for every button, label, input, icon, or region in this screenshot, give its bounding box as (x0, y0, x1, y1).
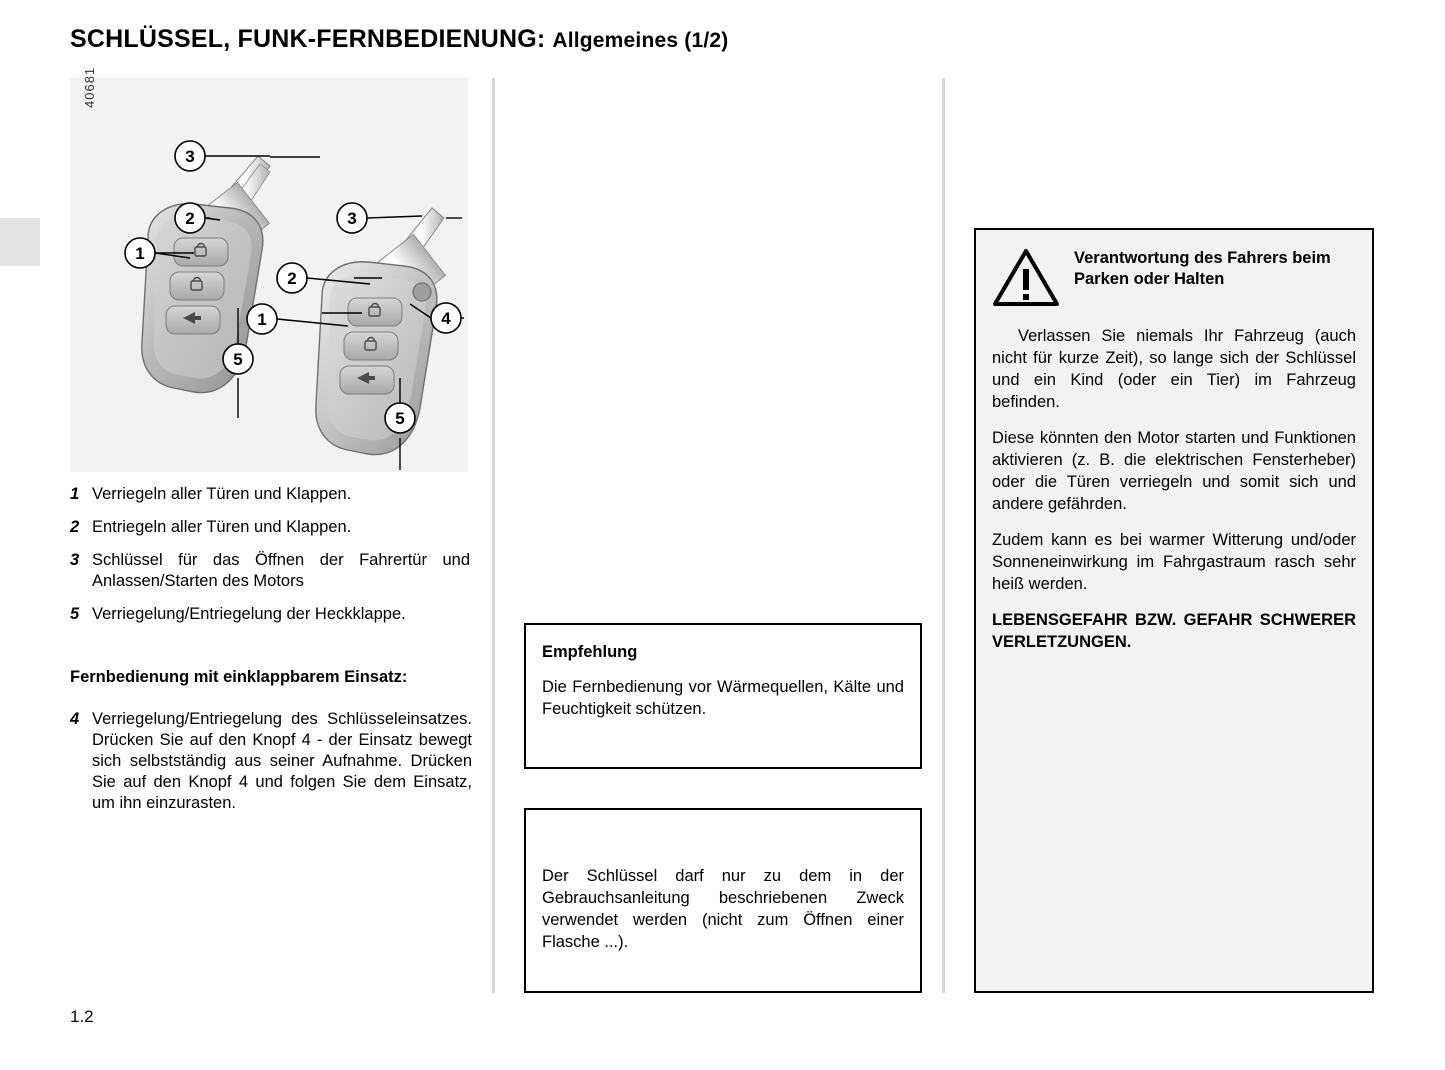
page-title-sub: Allgemeines (1/2) (552, 29, 729, 52)
list-item (70, 709, 472, 814)
warning-paragraph-1: Verlassen Sie niemals Ihr Fahrzeug (auch nicht für kurze Zeit), so lange sich der Schlüssel und ein Kind (oder ein Tier) im Fahrzeug befinden. (992, 327, 1356, 411)
svg-text:5: 5 (233, 350, 243, 369)
warning-header (992, 246, 1356, 313)
warning-paragraph-3: Zudem kann es bei warmer Witterung und/oder Sonneneinwirkung im Fahrgastraum rasch sehr heiß werden. (992, 531, 1356, 593)
column-divider-right (942, 78, 945, 993)
page-title-main: SCHLÜSSEL, FUNK-FERNBEDIENUNG: (70, 25, 546, 53)
svg-text:5: 5 (395, 409, 405, 428)
svg-text:2: 2 (185, 209, 195, 228)
svg-text:4: 4 (441, 309, 451, 328)
list-item-text: Entriegeln aller Türen und Klappen. (92, 518, 352, 536)
list-item (70, 604, 470, 625)
list-item-text: Verriegelung/Entriegelung der Heckklappe. (92, 605, 406, 623)
list-item-text: Verriegeln aller Türen und Klappen. (92, 485, 352, 503)
page-title (70, 25, 728, 54)
column-divider-left (492, 78, 495, 993)
key-remote-illustration (70, 78, 468, 472)
list-item-number: 1 (70, 485, 80, 503)
svg-text:1: 1 (257, 310, 267, 329)
list-item-number: 4 (70, 710, 80, 728)
note-title: Empfehlung (542, 643, 638, 661)
note-box-key-usage (524, 808, 922, 993)
key-functions-list (70, 484, 470, 637)
list-item-number: 5 (70, 605, 80, 623)
section-edge-tab (0, 218, 40, 266)
warning-paragraph-4: LEBENSGEFAHR BZW. GEFAHR SCHWERER VERLETZUNGEN. (992, 611, 1356, 651)
list-item-text: Schlüssel für das Öffnen der Fahrertür und Anlassen/Starten des Motors (92, 551, 470, 590)
key-remote-figure (70, 66, 468, 472)
list-item (70, 484, 470, 505)
svg-text:3: 3 (347, 209, 357, 228)
svg-text:3: 3 (185, 147, 195, 166)
note-box-recommendation (524, 623, 922, 769)
warning-title: Verantwortung des Fahrers beim Parken oder Halten (1074, 249, 1331, 288)
warning-triangle-icon (992, 248, 1060, 313)
page-number: 1.2 (70, 1007, 94, 1026)
figure-code: 40681 (82, 66, 97, 108)
warning-panel (974, 228, 1374, 993)
foldaway-insert-list (70, 709, 472, 826)
subsection-heading: Fernbedienung mit einklappbarem Einsatz: (70, 668, 408, 686)
note-text: Der Schlüssel darf nur zu dem in der Gebrauchsanleitung beschriebenen Zweck verwendet werden (nicht zum Öffnen einer Flasche ...). (542, 867, 904, 951)
list-item (70, 517, 470, 538)
list-item-number: 2 (70, 518, 80, 536)
svg-text:2: 2 (287, 269, 297, 288)
note-text: Die Fernbedienung vor Wärmequellen, Kälte und Feuchtigkeit schützen. (542, 678, 904, 718)
list-item (70, 550, 470, 592)
list-item-text: Verriegelung/Entriegelung des Schlüsseleinsatzes. Drücken Sie auf den Knopf 4 - der Einsatz bewegt sich selbstständig aus seiner Aufnahme. Drücken Sie auf den Knopf 4 und folgen Sie dem Einsatz, um ihn einzurasten. (92, 710, 472, 812)
warning-paragraph-2: Diese könnten den Motor starten und Funktionen aktivieren (z. B. die elektrischen Fensterheber) oder die Türen verriegeln und somit sich und andere gefährden. (992, 429, 1356, 513)
list-item-number: 3 (70, 551, 80, 569)
svg-text:1: 1 (135, 244, 145, 263)
